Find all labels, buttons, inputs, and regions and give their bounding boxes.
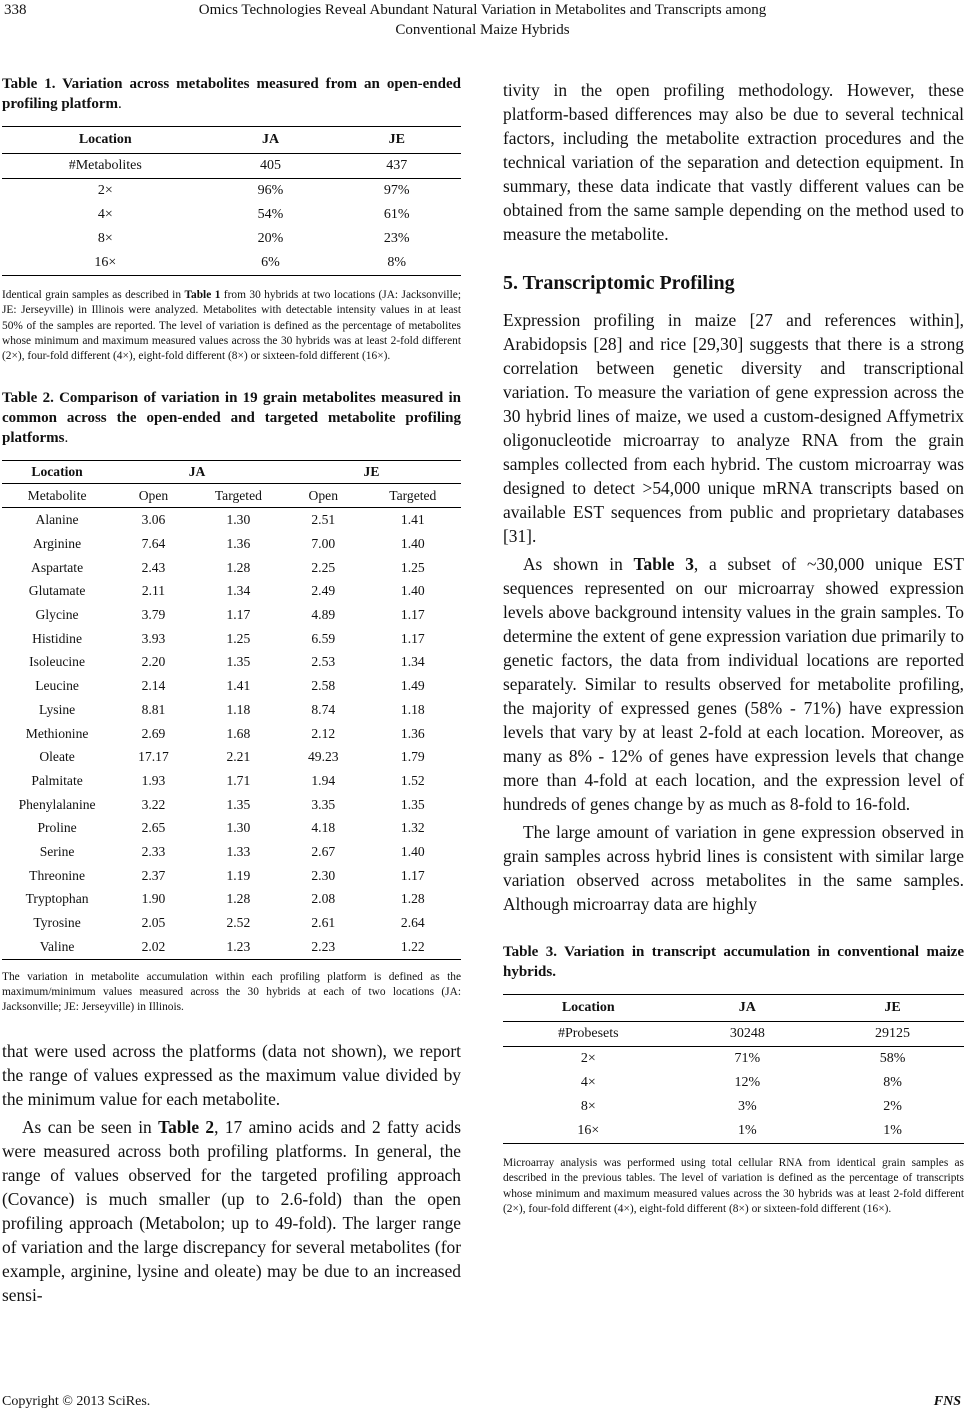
table2-cell: 1.40 (400, 583, 425, 599)
table3-cell: 2× (580, 1051, 596, 1066)
table2-cell: 1.18 (400, 701, 425, 717)
table2-cell: 7.64 (141, 536, 166, 552)
table3-header-cell: Location (561, 1000, 615, 1015)
table2-cell: 2.25 (311, 559, 336, 575)
table2-cell: 2.23 (311, 938, 336, 954)
table2-cell: 1.35 (226, 796, 251, 812)
table1 (2, 126, 461, 276)
table2-cell: 1.23 (226, 938, 251, 954)
table3-cell: 4× (580, 1075, 596, 1090)
table-row (2, 864, 461, 888)
table1-note: Identical grain samples as described in Table 1 from 30 hybrids at two locations (JA: Jacksonville; JE: Jerseyville) in Illinois were analyzed. Metabolites with detectable intensity values in at least 50% of the samples are reported. The level of variation is defined as the percentage of metabolites whose minimum and maximum measured values across the 30 hybrids was at least 2-fold different (2×), four-fold different (4×), eight-fold different (8×) or sixteen-fold different (16×). (2, 289, 461, 363)
table2-cell: Glutamate (28, 583, 86, 599)
table2-cell: 1.36 (400, 725, 425, 741)
table1-header-cell: JE (388, 132, 405, 147)
table2-cell: Aspartate (31, 559, 84, 575)
table1-cell: 4× (97, 207, 113, 222)
table2-cell: 2.69 (141, 725, 166, 741)
table-row (2, 556, 461, 580)
table2-cell: 2.30 (311, 867, 336, 883)
table3-cell: 8% (883, 1075, 902, 1090)
table2-cell: Proline (37, 820, 77, 836)
table2-cell: Isoleucine (29, 654, 86, 670)
table2-cell: Serine (39, 843, 75, 859)
table2-cell: 2.53 (311, 654, 336, 670)
table2-cell: 4.89 (311, 607, 336, 623)
table2-header-cell: JE (363, 464, 380, 480)
table2-cell: 1.28 (400, 891, 425, 907)
table2-cell: 3.22 (141, 796, 166, 812)
table2-cell: 2.12 (311, 725, 336, 741)
table2-cell: 3.93 (141, 630, 166, 646)
table-row (2, 698, 461, 722)
table-row (2, 580, 461, 604)
table2-cell: 2.14 (141, 678, 166, 694)
table-row (2, 816, 461, 840)
table2-caption: Table 2. Comparison of variation in 19 grain metabolites measured in common across the open-ended and targeted metabolite profiling platforms. (2, 390, 461, 447)
table2-cell: 1.30 (226, 820, 251, 836)
table1-cell: 405 (260, 158, 281, 173)
table2-note: The variation in metabolite accumulation within each profiling platform is defined as the maximum/minimum values measured across the 30 hybrids at each of two locations (JA: Jacksonville; JE: Jerseyville) in Illinois. (2, 970, 461, 1014)
table3-cell: 2% (883, 1099, 902, 1114)
table2-cell: 2.08 (311, 891, 336, 907)
table1-cell: 8× (97, 231, 113, 246)
table2-cell: 1.17 (400, 630, 425, 646)
table2-body (2, 508, 461, 959)
table3-note: Microarray analysis was performed using total cellular RNA from identical grain samples as described in the previous tables. The level of variation is defined as the percentage of transcripts whose minimum and maximum measured values across the 30 hybrids was at least 2-fold different (2×), four-fold different (4×), eight-fold different (8×) or sixteen-fold different (16×). (503, 1157, 964, 1215)
table2-cell: 1.68 (226, 725, 251, 741)
table1-cell: 6% (261, 255, 280, 270)
table2-cell: 2.43 (141, 559, 166, 575)
table2-cell: 2.11 (141, 583, 166, 599)
table2-cell: 1.41 (226, 678, 251, 694)
table2-cell: 3.79 (141, 607, 166, 623)
table3 (503, 994, 964, 1144)
table3-cell: 58% (879, 1051, 906, 1066)
table2-cell: Palmitate (31, 772, 83, 788)
table2-cell: 1.36 (226, 536, 251, 552)
right-paragraph-3: As shown in Table 3, a subset of ~30,000 unique EST sequences represented on our microarray showed expression levels above background intensity values in the grain samples. To determine the extent of gene expression variation due primarily to genetic factors, the data from individual locations are reported separately. Similar to results observed for metabolite profiling, the majority of expressed genes (58% - 71%) have expression levels that vary by at least 2-fold at each location. Moreover, as many as 8% - 12% of genes have expression levels that change more than 4-fold at each location, and the expression level of hundreds of genes change by as much as 8-fold to 16-fold. (503, 554, 964, 814)
table-row (2, 508, 461, 532)
table2-cell: Threonine (29, 867, 86, 883)
table3-header-row (503, 995, 964, 1022)
table2-cell: 1.22 (400, 938, 425, 954)
table2-cell: 2.49 (311, 583, 336, 599)
table2-cell: 1.34 (226, 583, 251, 599)
table2-cell: 3.35 (311, 796, 336, 812)
table-row (2, 745, 461, 769)
table1-header-cell: JA (261, 132, 280, 147)
running-title (0, 0, 965, 40)
table2-cell: 1.30 (226, 512, 251, 528)
table-row (2, 674, 461, 698)
table2-cell: Valine (39, 938, 75, 954)
table1-cell: #Metabolites (68, 158, 142, 173)
table2-cell: 2.58 (311, 678, 336, 694)
table2-header-cell: JA (188, 464, 206, 480)
table2-cell: Tryptophan (25, 891, 89, 907)
table3-cell: 30248 (729, 1026, 765, 1041)
table2-subheader-cell: Targeted (214, 487, 262, 503)
table1-cell: 61% (383, 207, 410, 222)
table3-header-cell: JE (884, 1000, 901, 1015)
table2-subheader-cell: Open (138, 487, 169, 503)
right-column (503, 78, 964, 1217)
table-row (503, 1047, 964, 1072)
table-row (2, 793, 461, 817)
table2-cell: 8.81 (141, 701, 166, 717)
table1-cell: 96% (257, 183, 284, 198)
table2-header-cell: Location (31, 464, 83, 480)
page-number: 338 (4, 2, 27, 18)
table1-count-row (2, 154, 461, 179)
table2-cell: Leucine (35, 678, 79, 694)
table2-cell: 1.52 (400, 772, 425, 788)
table1-cell: 437 (386, 158, 408, 173)
table-row (503, 1095, 964, 1119)
table2-cell: Tyrosine (33, 915, 81, 931)
table2-subheader-cell: Metabolite (27, 487, 87, 503)
table2-cell: 1.25 (400, 559, 425, 575)
table2-cell: 2.61 (311, 915, 336, 931)
table-row (2, 911, 461, 935)
right-paragraph-1: tivity in the open profiling methodology. However, these platform-based differences may also be due to several technical factors, including the metabolite extraction procedures and the technical variation of the separation and detection equipment. In summary, these data indicate that vastly different values can be obtained from the same sample depending on the method used to measure the metabolite. (503, 80, 964, 244)
table2-cell: 1.94 (311, 772, 336, 788)
table2-cell: 1.28 (226, 891, 251, 907)
table2-header-row (2, 461, 461, 484)
table2-cell: Phenylalanine (18, 796, 96, 812)
table2-cell: 1.33 (226, 843, 251, 859)
table-row (2, 840, 461, 864)
table3-cell: 3% (737, 1099, 757, 1114)
table2-subheader-row (2, 484, 461, 508)
table2-cell: 1.19 (226, 867, 251, 883)
table1-header-cell: Location (78, 132, 132, 147)
table1-cell: 54% (257, 207, 284, 222)
table2-cell: 1.34 (400, 654, 425, 670)
table-row (503, 1119, 964, 1144)
table-row (2, 627, 461, 651)
table3-caption: Table 3. Variation in transcript accumulation in conventional maize hybrids. (503, 944, 964, 980)
table-row (2, 227, 461, 251)
table1-cell: 97% (383, 183, 410, 198)
table2-cell: 2.05 (141, 915, 166, 931)
table-row (2, 722, 461, 746)
table3-count-row (503, 1022, 964, 1047)
table3-header-cell: JA (738, 1000, 756, 1015)
table2-cell: 1.49 (400, 678, 425, 694)
table-row (2, 887, 461, 911)
table2-cell: 1.17 (226, 607, 251, 623)
table2-cell: 2.67 (311, 843, 336, 859)
table3-cell: 12% (734, 1075, 761, 1090)
table1-cell: 23% (383, 231, 410, 246)
table2-cell: 1.18 (226, 701, 251, 717)
table2-cell: 1.25 (226, 630, 251, 646)
table2-cell: 2.21 (226, 749, 251, 765)
table2-cell: 2.52 (226, 915, 251, 931)
table2-cell: 1.17 (400, 867, 425, 883)
table1-cell: 16× (94, 255, 117, 270)
table2-cell: 1.90 (141, 891, 166, 907)
table2-cell: 1.40 (400, 843, 425, 859)
right-paragraph-4: The large amount of variation in gene expression observed in grain samples across hybrid lines is consistent with similar large variation observed across metabolites in the same samples. Although microarray data are highly (503, 822, 964, 914)
table2-cell: 1.35 (226, 654, 251, 670)
running-title-line-1: Omics Technologies Reveal Abundant Natural Variation in Metabolites and Transcripts among (198, 2, 767, 18)
table3-cell: 1% (883, 1123, 902, 1138)
table2-cell: 1.17 (400, 607, 425, 623)
table2-cell: Arginine (33, 536, 82, 552)
table2-cell: 1.71 (226, 772, 251, 788)
table2-cell: 7.00 (311, 536, 336, 552)
left-paragraph-1: that were used across the platforms (data not shown), we report the range of values expressed as the maximum value divided by the minimum value for each metabolite. (2, 1041, 461, 1110)
table1-cell: 8% (387, 255, 407, 270)
table1-header-row (2, 127, 461, 154)
table2-cell: 2.20 (141, 654, 166, 670)
table2-cell: 49.23 (307, 749, 339, 765)
table3-cell: #Probesets (557, 1026, 619, 1041)
table-row (2, 769, 461, 793)
table2-cell: 6.59 (311, 630, 336, 646)
table2-cell: 2.33 (141, 843, 166, 859)
table2 (2, 460, 461, 959)
table2-cell: 2.02 (141, 938, 166, 954)
table2-cell: 1.79 (400, 749, 425, 765)
table-row (2, 251, 461, 276)
table3-cell: 16× (577, 1123, 600, 1138)
table-row (2, 532, 461, 556)
table-row (2, 651, 461, 675)
section-heading: 5. Transcriptomic Profiling (503, 272, 735, 294)
table2-cell: 1.28 (226, 559, 251, 575)
table2-cell: 1.41 (400, 512, 425, 528)
table3-cell: 71% (734, 1051, 761, 1066)
table2-cell: 1.40 (400, 536, 425, 552)
footer-journal: FNS (933, 1394, 961, 1409)
footer-copyright: Copyright © 2013 SciRes. (2, 1394, 151, 1409)
table2-cell: 2.51 (311, 512, 336, 528)
table2-subheader-cell: Open (308, 487, 338, 503)
table2-cell: 1.32 (400, 820, 425, 836)
table3-cell: 29125 (875, 1026, 911, 1041)
left-paragraph-2: As can be seen in Table 2, 17 amino acids and 2 fatty acids were measured across both profiling platforms. In general, the range of values observed for the targeted profiling approach (Covance) is much smaller (up to 2.6-fold) than the open profiling approach (Metabolon; up to 49-fold). The larger range of variation and the large discrepancy for several metabolites (for example, arginine, lysine and oleate) may be due to an increased sensi- (2, 1117, 461, 1306)
running-title-line-2: Conventional Maize Hybrids (395, 22, 570, 38)
table2-cell: Histidine (32, 630, 82, 646)
table2-cell: 17.17 (138, 749, 169, 765)
table1-cell: 20% (257, 231, 284, 246)
table2-cell: 8.74 (311, 701, 336, 717)
table2-cell: 3.06 (141, 512, 166, 528)
table-row (503, 1071, 964, 1095)
table2-cell: Methionine (25, 725, 89, 741)
table1-caption: Table 1. Variation across metabolites measured from an open-ended profiling platform. (2, 76, 461, 112)
left-column (2, 74, 461, 1307)
table1-cell: 2× (97, 183, 113, 198)
table2-cell: 2.37 (141, 867, 166, 883)
table2-cell: 1.35 (400, 796, 425, 812)
table-row (2, 203, 461, 227)
table3-cell: 8× (580, 1099, 596, 1114)
table2-cell: Oleate (39, 749, 75, 765)
table3-cell: 1% (737, 1123, 757, 1138)
right-paragraph-2: Expression profiling in maize [27 and references within], Arabidopsis [28] and rice [29,30] suggests that there is a strong correlation between genetic diversity and transcriptional variation. To measure the variation of gene expression across the 30 hybrid lines of maize, we used a custom-designed Affymetrix oligonucleotide microarray to analyze RNA from the grain samples collected from each hybrid. The custom microarray was designed to detect >54,000 unique mRNA transcripts based on available EST sequences from public and proprietary databases [31]. (503, 310, 964, 546)
table2-cell: 2.65 (141, 820, 166, 836)
table2-cell: Alanine (35, 512, 79, 528)
table2-cell: Glycine (35, 607, 79, 623)
table2-subheader-cell: Targeted (389, 487, 437, 503)
table-row (2, 935, 461, 959)
table2-cell: 4.18 (311, 820, 336, 836)
table2-cell: 1.93 (141, 772, 166, 788)
table2-cell: Lysine (38, 701, 76, 717)
table-row (2, 603, 461, 627)
table2-cell: 2.64 (400, 915, 425, 931)
table-row (2, 179, 461, 204)
